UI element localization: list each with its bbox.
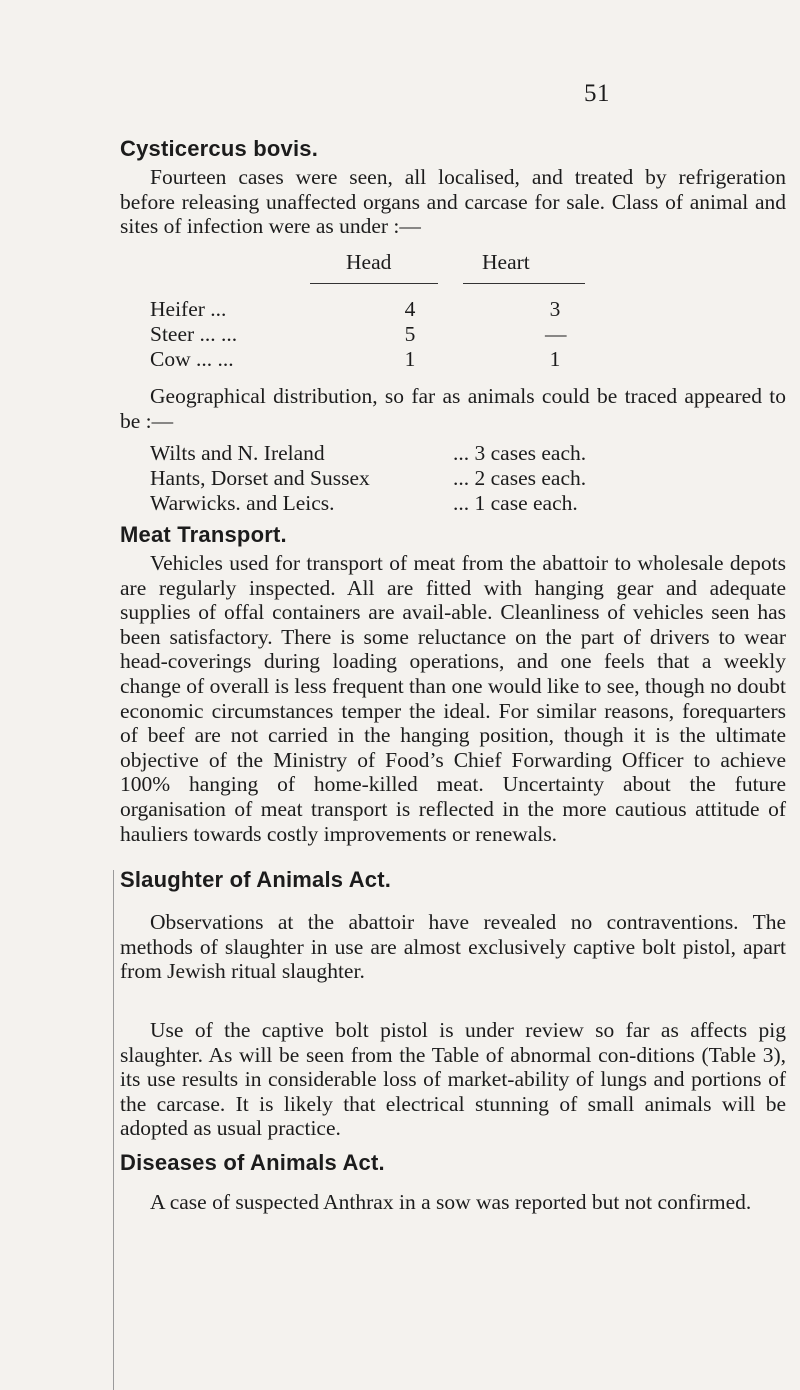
row-class: Cow ... ... [150, 347, 234, 371]
row-heart-value: — [545, 322, 567, 346]
slaughter-body-1: Observations at the abattoir have revealed no contraventions. The methods of slaughter in use are almost exclusively captive bolt pistol, apart from Jewish ritual slaughter. [120, 910, 786, 984]
table-row [150, 297, 650, 322]
heading-diseases-act: Diseases of Animals Act. [120, 1150, 385, 1175]
geo-count: ... 1 case each. [453, 491, 578, 515]
row-head-value: 5 [404, 322, 416, 346]
table-row [150, 347, 650, 372]
row-heart-value: 1 [549, 347, 561, 371]
list-item [150, 466, 790, 491]
heading-slaughter-act: Slaughter of Animals Act. [120, 867, 392, 892]
geo-region: Warwicks. and Leics. [150, 491, 335, 515]
geo-region: Hants, Dorset and Sussex [150, 466, 370, 490]
geo-intro: Geographical distribution, so far as animals could be traced appeared to be :— [120, 384, 786, 433]
col-header-heart: Heart [482, 250, 530, 274]
geo-count: ... 3 cases each. [453, 441, 587, 465]
row-class: Steer ... ... [150, 322, 238, 346]
heading-meat-transport: Meat Transport. [120, 522, 287, 547]
col-rule-heart [463, 283, 585, 284]
geo-count: ... 2 cases each. [453, 466, 587, 490]
binding-margin-line [113, 870, 114, 1390]
row-head-value: 4 [404, 297, 416, 321]
heading-cysticercus: Cysticercus bovis. [120, 136, 319, 161]
list-item [150, 491, 790, 516]
meat-transport-body: Vehicles used for transport of meat from the abattoir to wholesale depots are regularly inspected. All are fitted with hanging gear and adequate supplies of offal containers are avail-able. Cleanliness of vehicles seen has been satisfactory. There is some reluctance on the part of drivers to wear head-coverings during loading operations, and one feels that a weekly change of overall is less frequent than one would like to see, though no doubt economic circumstances temper the ideal. For similar reasons, forequarters of beef are not carried in the hanging position, though it is the ultimate objective of the Ministry of Food’s Chief Forwarding Officer to achieve 100% hanging of home-killed meat. Uncertainty about the future organisation of meat transport is reflected in the more cautious attitude of hauliers towards costly improvements or renewals. [120, 551, 786, 846]
cysticercus-intro: Fourteen cases were seen, all localised, and treated by refrigeration before releasing unaffected organs and carcase for sale. Class of animal and sites of infection were as under :— [120, 165, 786, 239]
diseases-body: A case of suspected Anthrax in a sow was reported but not confirmed. [150, 1190, 752, 1214]
row-heart-value: 3 [549, 297, 561, 321]
page-number: 51 [584, 80, 610, 107]
list-item [150, 441, 790, 466]
row-class: Heifer ... [150, 297, 227, 321]
row-head-value: 1 [404, 347, 416, 371]
slaughter-body-2: Use of the captive bolt pistol is under review so far as affects pig slaughter. As will be seen from the Table of abnormal con-ditions (Table 3), its use results in considerable loss of market-ability of lungs and portions of the carcase. It is likely that electrical stunning of small animals will be adopted as usual practice. [120, 1018, 786, 1141]
table-row [150, 322, 650, 347]
col-rule-head [310, 283, 438, 284]
geo-region: Wilts and N. Ireland [150, 441, 325, 465]
col-header-head: Head [346, 250, 392, 274]
